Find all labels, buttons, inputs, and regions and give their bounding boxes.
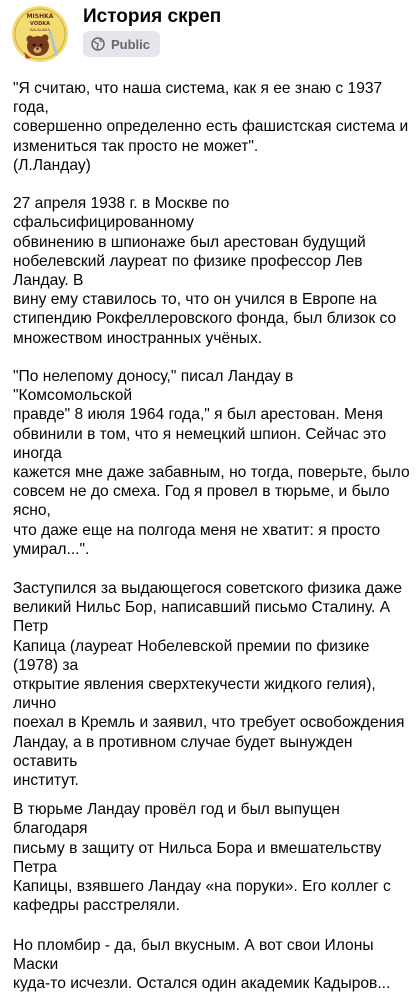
public-badge[interactable] bbox=[83, 31, 160, 57]
avatar[interactable] bbox=[12, 6, 68, 62]
avatar-text-middle: VODKA bbox=[30, 21, 50, 27]
avatar-text-bottom: BALALAIKA bbox=[30, 28, 50, 32]
globe-icon bbox=[91, 37, 105, 51]
post-paragraph-closing: Но пломбир - да, был вкусным. А вот свои Илоны Маски куда-то исчезли. Остался один академик Кадыров... bbox=[13, 936, 411, 993]
post-header bbox=[0, 0, 418, 78]
post-paragraph-arrest: 27 апреля 1938 г. в Москве по сфальсифицированному обвинению в шпионаже был арестован будущий нобелевский лауреат по физике профессор Лев Ландау. В вину ему ставилось то, что он учился в Европе на стипендию Рокфеллеровского фонда, был близок со множеством иностранных учёных. bbox=[13, 194, 411, 348]
post-paragraph-release: В тюрьме Ландау провёл год и был выпущен благодаря письму в защиту от Нильса Бора и вмешательству Петра Капицы, взявшего Ландау «на поруки». Его коллег с кафедры расстреляли. bbox=[13, 800, 411, 915]
visibility-label: Public bbox=[111, 37, 150, 52]
avatar-text-top: MISHKA bbox=[27, 13, 54, 20]
channel-logo-icon bbox=[12, 6, 68, 62]
channel-name[interactable]: История скреп bbox=[83, 6, 221, 28]
post-paragraph-bohr-kapitsa: Заступился за выдающегося советского физика даже великий Нильс Бор, написавший письмо Сталину. А Петр Капица (лауреат Нобелевской премии по физике (1978) за открытие явления сверхтекучести жидкого гелия), лично поехал в Кремль и заявил, что требует освобождения Ландау, а в противном случае будет вынужден оставить институт. bbox=[13, 579, 411, 790]
post-paragraph-quote: "Я считаю, что наша система, как я ее знаю с 1937 года, совершенно определенно есть фашистская система и измениться так просто не может". (Л.Ландау) bbox=[13, 79, 411, 175]
post-paragraph-landau-letter: "По нелепому доносу," писал Ландау в "Комсомольской правде" 8 июля 1964 года," я был арестован. Меня обвинили в том, что я немецкий шпион. Сейчас это иногда кажется мне даже забавным, но тогда, поверьте, было совсем не до смеха. Год я провел в тюрьме, и было ясно, что даже еще на полгода меня не хватит: я просто умирал...". bbox=[13, 367, 411, 559]
post-body bbox=[13, 79, 411, 993]
